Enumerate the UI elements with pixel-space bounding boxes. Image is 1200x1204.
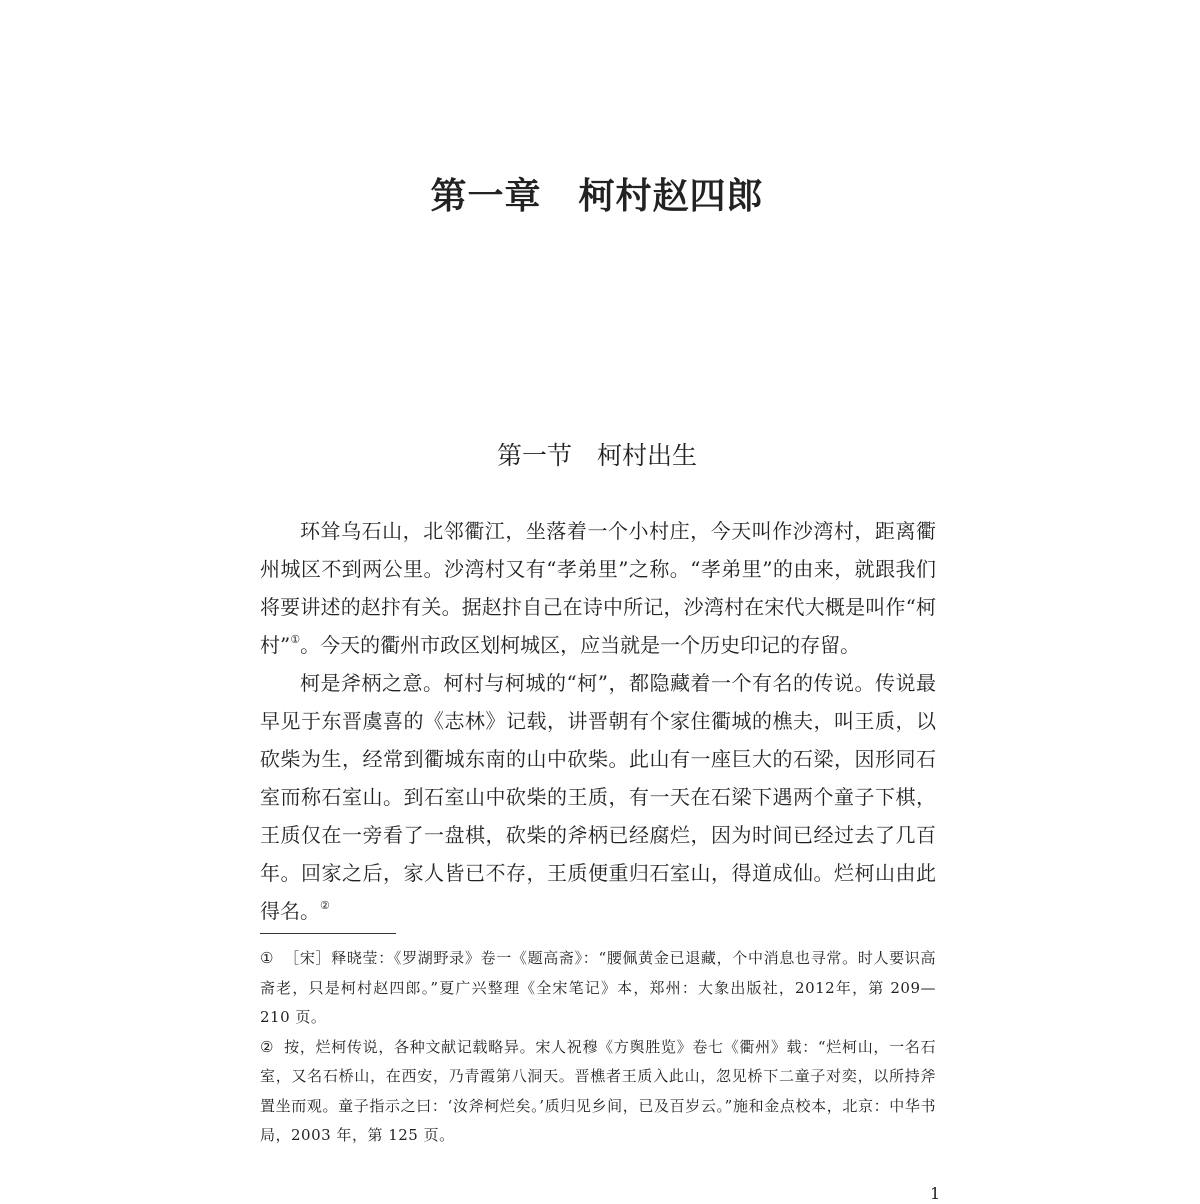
footnote-text: ［宋］释晓莹：《罗湖野录》卷一《题高斋》：“腰佩黄金已退藏，个中消息也寻常。时人要识高斋老，只是柯村赵四郎。”夏广兴整理《全宋笔记》本，郑州：大象出版社，2012年，第 209—210 页。 xyxy=(260,949,936,1026)
footnote-divider xyxy=(260,933,396,934)
paragraph xyxy=(260,664,936,930)
paragraph xyxy=(260,512,936,664)
footnote-mark: ② xyxy=(260,1037,275,1056)
page-number: 1 xyxy=(930,1184,941,1203)
body-text xyxy=(260,512,936,930)
footnote-ref-1[interactable]: ① xyxy=(290,633,301,646)
footnote-ref-2[interactable]: ② xyxy=(320,899,330,912)
paragraph-text: 环耸乌石山，北邻衢江，坐落着一个小村庄，今天叫作沙湾村，距离衢州城区不到两公里。沙湾村又有“孝弟里”之称。“孝弟里”的由来，就跟我们将要讲述的赵抃有关。据赵抃自己在诗中所记，沙湾村在宋代大概是叫作“柯村” xyxy=(260,519,936,657)
chapter-title: 第一章 柯村赵四郎 xyxy=(430,175,764,217)
paragraph-text: 柯是斧柄之意。柯村与柯城的“柯”，都隐藏着一个有名的传说。传说最早见于东晋虞喜的《志林》记载，讲晋朝有个家住衢城的樵夫，叫王质，以砍柴为生，经常到衢城东南的山中砍柴。此山有一座巨大的石梁，因形同石室而称石室山。到石室山中砍柴的王质，有一天在石梁下遇两个童子下棋，王质仅在一旁看了一盘棋，砍柴的斧柄已经腐烂，因为时间已经过去了几百年。回家之后，家人皆已不存，王质便重归石室山，得道成仙。烂柯山由此得名。 xyxy=(260,671,936,923)
footnote-2 xyxy=(260,1033,936,1151)
footnote-1 xyxy=(260,944,936,1033)
footnote-text: 按，烂柯传说，各种文献记载略异。宋人祝穆《方舆胜览》卷七《衢州》载：“烂柯山，一名石室，又名石桥山，在西安，乃青霞第八洞天。晋樵者王质入此山，忽见桥下二童子对奕，以所持斧置坐而观。童子指示之曰：‘汝斧柯烂矣。’质归见乡间，已及百岁云。”施和金点校本，北京：中华书局，2003 年，第 125 页。 xyxy=(260,1037,936,1144)
footnote-mark: ① xyxy=(260,949,275,967)
paragraph-text-continued: 。今天的衢州市政区划柯城区，应当就是一个历史印记的存留。 xyxy=(300,633,861,657)
footnotes xyxy=(260,944,936,1151)
section-title: 第一节 柯村出生 xyxy=(496,441,697,470)
